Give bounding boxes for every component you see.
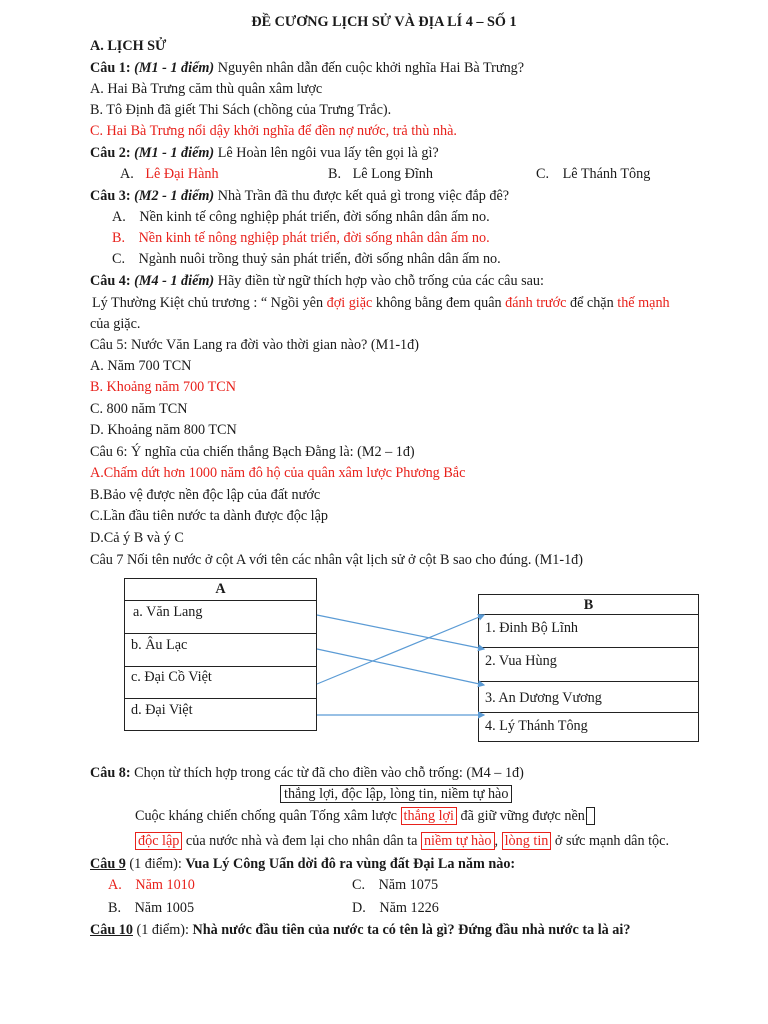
q9-c-letter: C. xyxy=(352,877,366,893)
q9-option-b xyxy=(108,899,194,917)
column-a-item-b: b. Âu Lạc xyxy=(131,637,188,653)
page-title: ĐỀ CƯƠNG LỊCH SỬ VÀ ĐỊA LÍ 4 – SỐ 1 xyxy=(251,14,517,30)
q2-a-letter: A. xyxy=(120,166,134,182)
match-line-c-1 xyxy=(317,615,484,684)
q10-text: Nhà nước đầu tiên của nước ta có tên là gì? Đứng đầu nhà nước ta là ai? xyxy=(192,922,631,938)
q3-b-letter: B. xyxy=(112,230,126,246)
q4-text: Hãy điền từ ngữ thích hợp vào chỗ trống của các câu sau: xyxy=(217,273,544,289)
q9-b-text: Năm 1005 xyxy=(134,900,195,916)
q8-text: Chọn từ thích hợp trong các từ đã cho điền vào chỗ trống: (M4 – 1đ) xyxy=(134,765,524,781)
q4-sentence-end: của giặc. xyxy=(90,316,141,332)
q5-option-b: B. Khoảng năm 700 TCN xyxy=(90,379,236,395)
q1-option-a: A. Hai Bà Trưng căm thù quân xâm lược xyxy=(90,81,323,97)
q4-label: Câu 4: xyxy=(90,273,131,289)
q8-answer-2: độc lập xyxy=(135,832,182,850)
column-a-item-a: a. Văn Lang xyxy=(133,604,203,620)
match-line-b-3 xyxy=(317,649,484,685)
q5-option-c: C. 800 năm TCN xyxy=(90,401,188,417)
q4-answer-2: đánh trước xyxy=(505,295,567,311)
q8-part-4: , xyxy=(494,833,502,849)
q7-prompt: Câu 7 Nối tên nước ở cột A với tên các nhân vật lịch sử ở cột B sao cho đúng. (M1-1đ) xyxy=(90,552,583,568)
q6-option-a: A.Chấm dứt hơn 1000 năm đô hộ của quân xâm lược Phương Bắc xyxy=(90,465,466,481)
q6-prompt: Câu 6: Ý nghĩa của chiến thắng Bạch Đằng là: (M2 – 1đ) xyxy=(90,444,415,460)
q8-answer-4: lòng tin xyxy=(502,832,552,850)
q2-c-text: Lê Thánh Tông xyxy=(562,166,651,182)
q4-level: (M4 - 1 điểm) xyxy=(134,273,215,289)
q3-text: Nhà Trần đã thu được kết quả gì trong việc đắp đê? xyxy=(217,188,510,204)
q2-b-text: Lê Long Đĩnh xyxy=(352,166,433,182)
q6-option-d: D.Cả ý B và ý C xyxy=(90,530,184,546)
q4-answer-1: đợi giặc xyxy=(326,295,373,311)
q8-sentence-line2 xyxy=(135,832,669,850)
q9-prompt xyxy=(90,855,515,873)
q2-c-letter: C. xyxy=(536,166,550,182)
q1-option-c: C. Hai Bà Trưng nổi dậy khởi nghĩa để đền nợ nước, trả thù nhà. xyxy=(90,123,457,139)
q10-prompt xyxy=(90,921,630,939)
q8-blank-box xyxy=(586,807,596,825)
q2-label: Câu 2: xyxy=(90,145,131,161)
q2-text: Lê Hoàn lên ngôi vua lấy tên gọi là gì? xyxy=(217,145,439,161)
q2-a-text: Lê Đại Hành xyxy=(145,166,219,182)
q8-sentence-line1 xyxy=(135,807,595,825)
q8-part-1: Cuộc kháng chiến chống quân Tống xâm lược xyxy=(135,808,401,824)
q4-answer-3: thế mạnh xyxy=(617,295,670,311)
q9-points: (1 điểm): xyxy=(125,856,186,872)
q3-label: Câu 3: xyxy=(90,188,131,204)
q8-answer-1: thắng lợi xyxy=(401,807,457,825)
q1-text: Nguyên nhân dẫn đến cuộc khởi nghĩa Hai Bà Trưng? xyxy=(217,60,525,76)
column-a-header: A xyxy=(215,581,226,597)
q9-text: Vua Lý Công Uẩn dời đô ra vùng đất Đại La năm nào: xyxy=(185,856,516,872)
column-b-item-3: 3. An Dương Vương xyxy=(485,690,602,706)
section-a-heading: A. LỊCH SỬ xyxy=(90,38,167,54)
column-a-item-d: d. Đại Việt xyxy=(131,702,193,718)
q9-option-d xyxy=(352,899,439,917)
q6-option-c: C.Lần đầu tiên nước ta dành được độc lập xyxy=(90,508,329,524)
q9-option-c xyxy=(352,876,438,894)
q9-a-letter: A. xyxy=(108,877,122,893)
q5-option-a: A. Năm 700 TCN xyxy=(90,358,192,374)
q6-option-b: B.Bảo vệ được nền độc lập của đất nước xyxy=(90,487,321,503)
q1-option-b: B. Tô Định đã giết Thi Sách (chồng của Trưng Trắc). xyxy=(90,102,392,118)
q8-part-3: của nước nhà và đem lại cho nhân dân ta xyxy=(182,833,421,849)
q8-keyword-box xyxy=(280,785,512,803)
column-b-item-2: 2. Vua Hùng xyxy=(485,653,557,669)
column-b-item-1: 1. Đinh Bộ Lĩnh xyxy=(485,620,579,636)
q3-a-text: Nền kinh tế công nghiệp phát triển, đời sống nhân dân ấm no. xyxy=(139,209,490,225)
q9-label: Câu 9 xyxy=(90,856,126,872)
q4-part-2: không bằng đem quân xyxy=(372,295,506,311)
q8-part-2: đã giữ vững được nền xyxy=(456,808,585,824)
q4-part-1: Lý Thường Kiệt chủ trương : “ Ngồi yên xyxy=(92,295,327,311)
q5-option-d: D. Khoảng năm 800 TCN xyxy=(90,422,237,438)
q2-level: (M1 - 1 điểm) xyxy=(134,145,215,161)
q3-c-text: Ngành nuôi trồng thuỷ sản phát triển, đời sống nhân dân ấm no. xyxy=(138,251,501,267)
q8-part-5: ở sức mạnh dân tộc. xyxy=(551,833,669,849)
match-line-a-2 xyxy=(317,615,484,649)
q3-b-text: Nền kinh tế nông nghiệp phát triển, đời sống nhân dân ấm no. xyxy=(138,230,490,246)
q9-a-text: Năm 1010 xyxy=(135,877,195,893)
q9-b-letter: B. xyxy=(108,900,122,916)
q3-a-letter: A. xyxy=(112,209,126,225)
q4-part-3: để chặn xyxy=(566,295,618,311)
q1-label: Câu 1: xyxy=(90,60,131,76)
q8-label: Câu 8: xyxy=(90,765,131,781)
q3-level: (M2 - 1 điểm) xyxy=(134,188,215,204)
column-b-item-4: 4. Lý Thánh Tông xyxy=(485,718,588,734)
q9-option-a xyxy=(108,876,195,894)
column-b-header: B xyxy=(583,597,594,613)
q10-points: (1 điểm): xyxy=(132,922,193,938)
q9-d-letter: D. xyxy=(352,900,366,916)
q9-c-text: Năm 1075 xyxy=(378,877,439,893)
q8-answer-3: niềm tự hào xyxy=(421,832,495,850)
q9-d-text: Năm 1226 xyxy=(379,900,439,916)
q1-level: (M1 - 1 điểm) xyxy=(134,60,215,76)
q2-b-letter: B. xyxy=(328,166,342,182)
column-a-item-c: c. Đại Cồ Việt xyxy=(131,669,212,685)
q5-prompt: Câu 5: Nước Văn Lang ra đời vào thời gian nào? (M1-1đ) xyxy=(90,337,419,353)
q10-label: Câu 10 xyxy=(90,922,133,938)
q3-c-letter: C. xyxy=(112,251,126,267)
q8-prompt xyxy=(90,764,524,782)
q8-keywords: thắng lợi, độc lập, lòng tin, niềm tự hào xyxy=(280,785,512,803)
